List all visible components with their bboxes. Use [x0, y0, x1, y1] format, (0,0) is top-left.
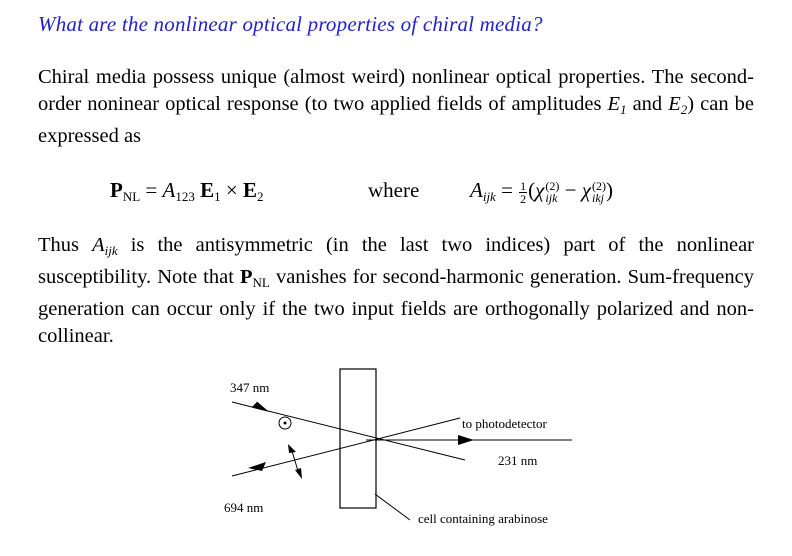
label-694: 694 nm — [224, 500, 264, 515]
equation-lhs: $P_{NL} = A_{123}$ $E_1 \times E_2$ — [110, 178, 264, 204]
intro-text-1: Chiral media possess unique (almost weird) nonlinear optical properties. The second-order noninear optical response (to two applied fields of amplitudes — [38, 66, 754, 115]
field-e2: $E_2$ — [668, 93, 688, 117]
intro-text-2: ) can be expressed as — [38, 93, 754, 147]
label-photodetector: to photodetector — [462, 416, 547, 431]
experiment-diagram — [0, 355, 792, 545]
label-347: 347 nm — [230, 380, 270, 395]
intro-paragraph — [38, 64, 754, 150]
arrow-347 — [252, 401, 271, 412]
arrow-694 — [248, 462, 266, 471]
field-e1: $E_1$ — [607, 93, 627, 117]
question-title: What are the nonlinear optical properties of chiral media? — [38, 12, 543, 36]
equation-where: where — [368, 178, 420, 202]
intro-text-and: and — [626, 93, 669, 115]
label-cell: cell containing arabinose — [418, 511, 548, 526]
arrow-output — [458, 435, 474, 445]
sample-cell — [340, 369, 376, 508]
equation — [0, 172, 792, 212]
equation-rhs: $A_{ijk}$ = $\frac{1}{2}$ (χ (2) ijk − χ (2) ikj ) — [470, 178, 614, 206]
beam-694 — [232, 418, 460, 476]
cell-pointer — [375, 494, 410, 520]
one-half-fraction: $\frac{1}{2}$ — [520, 178, 527, 206]
label-231: 231 nm — [498, 453, 538, 468]
explanation-paragraph: Thus $A_{ijk}$ is the antisymmetric (in the last two indices) part of the nonlinear susceptibility. Note that $P_{NL}$ vanishes for second-harmonic generation. Sum-frequency generation can occur only if the two input fields are orthogonally polarized and non-collinear. — [38, 234, 755, 347]
